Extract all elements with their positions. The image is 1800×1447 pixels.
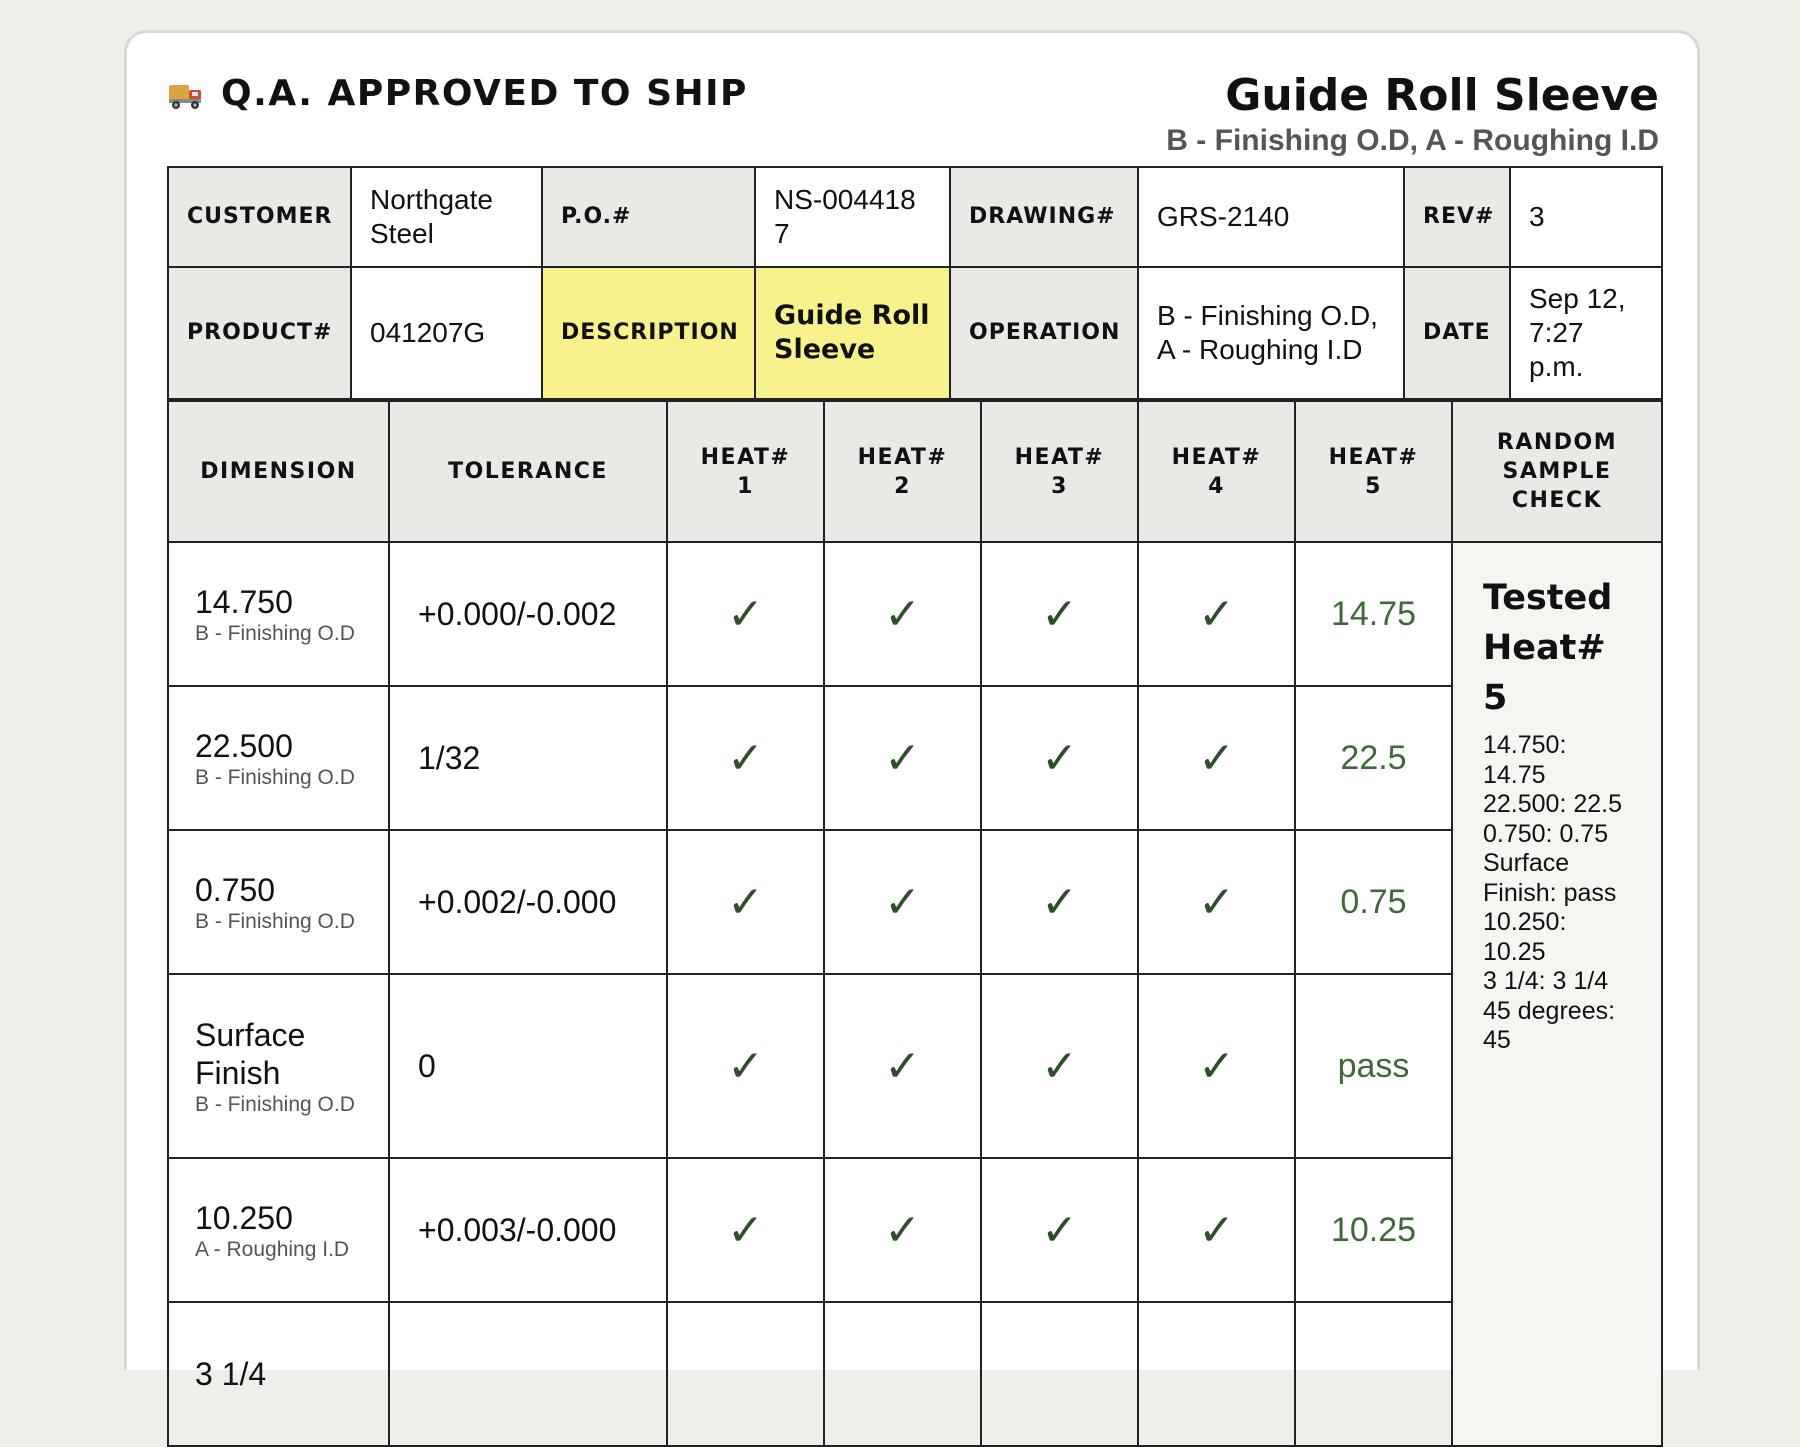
product-number-value: 041207G xyxy=(351,267,542,399)
heat-1-check-icon: ✓ xyxy=(667,686,824,830)
heat-4-check-icon: ✓ xyxy=(1138,686,1295,830)
product-operations: B - Finishing O.D, A - Roughing I.D xyxy=(1166,124,1659,157)
dimension-value: 3 1/4 xyxy=(195,1356,267,1392)
rev-value: 3 xyxy=(1510,167,1662,267)
random-sample-line: 0.750: 0.75 xyxy=(1483,819,1609,848)
table-row xyxy=(168,1158,1662,1302)
random-sample-line: 22.500: 22.5 xyxy=(1483,790,1623,818)
job-info-table xyxy=(167,166,1663,400)
heat-5-value: 10.25 xyxy=(1295,1158,1452,1302)
customer-label: CUSTOMER xyxy=(168,167,351,267)
table-header-row xyxy=(168,400,1662,542)
dimension-operation: B - Finishing O.D xyxy=(195,621,355,645)
col-heat-3: HEAT# 3 xyxy=(981,400,1138,542)
dimension-value: 0.750 xyxy=(195,871,276,908)
col-heat-5: HEAT# 5 xyxy=(1295,400,1452,542)
tolerance-cell: +0.003/-0.000 xyxy=(389,1158,667,1302)
heat-4-check-icon: ✓ xyxy=(1138,542,1295,686)
heat-2-check-icon: ✓ xyxy=(824,974,981,1158)
info-row xyxy=(168,267,1662,399)
tolerance-cell: +0.002/-0.000 xyxy=(389,830,667,974)
truck-icon xyxy=(167,75,205,113)
heat-3-check-icon xyxy=(981,1302,1138,1446)
ship-label: Q.A. APPROVED TO SHIP xyxy=(221,73,748,114)
dimension-operation: B - Finishing O.D xyxy=(195,1092,355,1116)
heat-3-check-icon: ✓ xyxy=(981,686,1138,830)
col-heat-4: HEAT# 4 xyxy=(1138,400,1295,542)
col-heat-1: HEAT# 1 xyxy=(667,400,824,542)
po-label: P.O.# xyxy=(542,167,755,267)
heat-4-check-icon: ✓ xyxy=(1138,1158,1295,1302)
heat-1-check-icon xyxy=(667,1302,824,1446)
heat-2-check-icon xyxy=(824,1302,981,1446)
heat-2-check-icon: ✓ xyxy=(824,1158,981,1302)
dimension-value: 14.750 xyxy=(195,583,293,620)
heat-1-check-icon: ✓ xyxy=(667,974,824,1158)
heat-1-check-icon: ✓ xyxy=(667,830,824,974)
drawing-value: GRS-2140 xyxy=(1138,167,1404,267)
heat-1-check-icon: ✓ xyxy=(667,1158,824,1302)
product-name: Guide Roll Sleeve xyxy=(1225,70,1659,121)
heat-4-check-icon: ✓ xyxy=(1138,830,1295,974)
table-row xyxy=(168,830,1662,974)
description-label: DESCRIPTION xyxy=(542,267,755,399)
product-title-block xyxy=(1166,69,1659,159)
dimension-operation: A - Roughing I.D xyxy=(195,1237,350,1261)
random-sample-line: Surface Finish: pass xyxy=(1483,849,1617,907)
col-heat-2: HEAT# 2 xyxy=(824,400,981,542)
dimension-value: 10.250 xyxy=(195,1199,293,1236)
date-label: DATE xyxy=(1404,267,1510,399)
heat-5-value: pass xyxy=(1295,974,1452,1158)
dimension-cell xyxy=(168,542,389,686)
heat-2-check-icon: ✓ xyxy=(824,686,981,830)
product-number-label: PRODUCT# xyxy=(168,267,351,399)
tolerance-cell xyxy=(389,1302,667,1446)
info-row xyxy=(168,167,1662,267)
random-sample-line: 3 1/4: 3 1/4 xyxy=(1483,967,1609,995)
heat-3-check-icon: ✓ xyxy=(981,1158,1138,1302)
heat-2-check-icon: ✓ xyxy=(824,542,981,686)
heat-3-check-icon: ✓ xyxy=(981,542,1138,686)
random-sample-title: Tested Heat# 5 xyxy=(1483,578,1613,718)
operation-label: OPERATION xyxy=(950,267,1138,399)
dimension-cell xyxy=(168,974,389,1158)
tolerance-cell: 1/32 xyxy=(389,686,667,830)
random-sample-cell xyxy=(1452,542,1662,1446)
heat-5-value: 14.75 xyxy=(1295,542,1452,686)
dimension-operation: B - Finishing O.D xyxy=(195,909,355,933)
heat-1-check-icon: ✓ xyxy=(667,542,824,686)
table-row xyxy=(168,1302,1662,1446)
table-row xyxy=(168,974,1662,1158)
drawing-label: DRAWING# xyxy=(950,167,1138,267)
operation-value: B - Finishing O.D, A - Roughing I.D xyxy=(1138,267,1404,399)
inspection-table xyxy=(167,398,1663,1447)
col-tolerance: TOLERANCE xyxy=(389,400,667,542)
heat-4-check-icon: ✓ xyxy=(1138,974,1295,1158)
dimension-cell xyxy=(168,686,389,830)
ship-status-title xyxy=(167,73,748,114)
heat-4-check-icon xyxy=(1138,1302,1295,1446)
qa-report-card xyxy=(124,30,1700,1392)
rev-label: REV# xyxy=(1404,167,1510,267)
table-row xyxy=(168,542,1662,686)
heat-5-value: 22.5 xyxy=(1295,686,1452,830)
dimension-cell xyxy=(168,830,389,974)
col-random-sample: RANDOM SAMPLE CHECK xyxy=(1452,400,1662,542)
dimension-cell xyxy=(168,1158,389,1302)
heat-3-check-icon: ✓ xyxy=(981,830,1138,974)
date-value: Sep 12, 7:27 p.m. xyxy=(1510,267,1662,399)
tolerance-cell: 0 xyxy=(389,974,667,1158)
random-sample-line: 10.250: 10.25 xyxy=(1483,908,1567,966)
heat-5-value: 0.75 xyxy=(1295,830,1452,974)
dimension-cell xyxy=(168,1302,389,1446)
heat-5-value xyxy=(1295,1302,1452,1446)
dimension-operation: B - Finishing O.D xyxy=(195,765,355,789)
dimension-value: Surface Finish xyxy=(195,1016,306,1091)
tolerance-cell: +0.000/-0.002 xyxy=(389,542,667,686)
po-value: NS-0044187 xyxy=(755,167,950,267)
description-value: Guide Roll Sleeve xyxy=(755,267,950,399)
dimension-value: 22.500 xyxy=(195,727,293,764)
heat-3-check-icon: ✓ xyxy=(981,974,1138,1158)
col-dimension: DIMENSION xyxy=(168,400,389,542)
heat-2-check-icon: ✓ xyxy=(824,830,981,974)
random-sample-line: 14.750: 14.75 xyxy=(1483,731,1567,789)
random-sample-line: 45 degrees: 45 xyxy=(1483,996,1616,1054)
table-row xyxy=(168,686,1662,830)
customer-value: Northgate Steel xyxy=(351,167,542,267)
